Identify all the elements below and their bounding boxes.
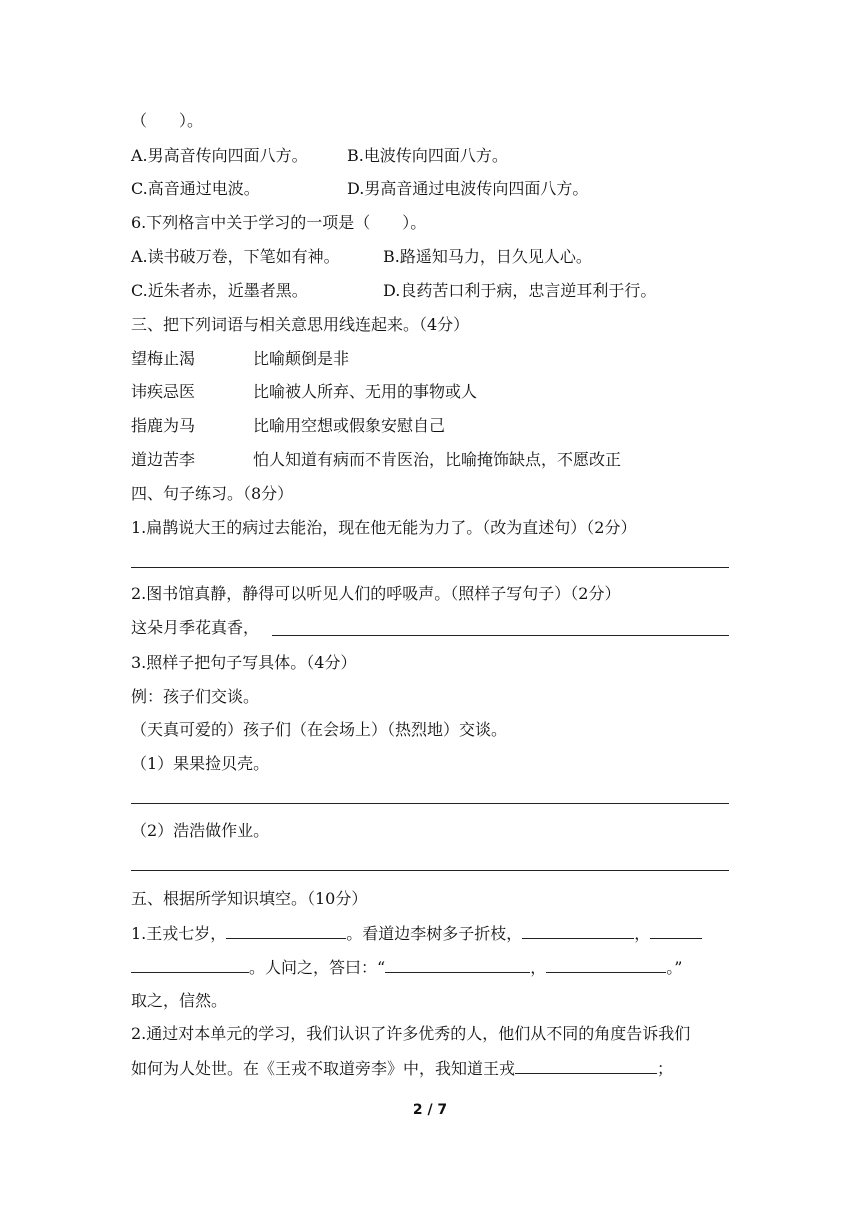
s4-sub-2: （2）浩浩做作业。 <box>131 821 270 840</box>
q5-option-c: C.高音通过电波。 <box>131 179 260 198</box>
s4-q2-prompt: 这朵月季花真香， <box>131 618 260 637</box>
s5-q1-line-1 <box>131 922 729 945</box>
answer-line[interactable] <box>131 803 729 804</box>
s5-text: ， <box>634 924 651 943</box>
q6-option-c: C.近朱者赤，近墨者黑。 <box>131 281 308 300</box>
match-term: 望梅止渴 <box>131 349 196 368</box>
match-term: 道边苦李 <box>131 450 196 469</box>
s5-text: 。” <box>666 958 683 977</box>
q5-options-row-1 <box>131 145 729 167</box>
q5-option-d: D.男高音通过电波传向四面八方。 <box>347 179 589 198</box>
s4-sub-1: （1）果果捡贝壳。 <box>131 754 270 773</box>
s5-q2-line-2 <box>131 1057 729 1080</box>
answer-line[interactable] <box>131 870 729 871</box>
fill-blank[interactable] <box>515 1057 657 1074</box>
match-meaning: 比喻被人所弃、无用的事物或人 <box>253 382 478 401</box>
s5-q2-line-1: 2.通过对本单元的学习，我们认识了许多优秀的人，他们从不同的角度告诉我们 <box>131 1024 691 1043</box>
s5-text: 。人问之，答曰：“ <box>249 958 386 977</box>
match-row <box>131 449 729 471</box>
match-term: 指鹿为马 <box>131 416 196 435</box>
s5-text: 。看道边李树多子折枝， <box>346 924 523 943</box>
fill-blank[interactable] <box>650 922 702 939</box>
s4-example-expanded: （天真可爱的）孩子们（在会场上）（热烈地）交谈。 <box>131 720 508 739</box>
fill-blank[interactable] <box>226 922 346 939</box>
match-meaning: 比喻用空想或假象安慰自己 <box>253 416 446 435</box>
s5-text: 如何为人处世。在《王戎不取道旁李》中，我知道王戎 <box>131 1059 516 1078</box>
page-number: 2 / 7 <box>412 1102 448 1118</box>
fill-blank[interactable] <box>546 956 666 973</box>
fill-blank[interactable] <box>522 922 634 939</box>
s5-text: 1.王戎七岁， <box>131 924 227 943</box>
s4-question-1: 1.扁鹊说大王的病过去能治，现在他无能为力了。（改为直述句）（2分） <box>131 518 637 537</box>
q6-stem: 6.下列格言中关于学习的一项是（ ）。 <box>131 213 427 232</box>
match-row <box>131 381 729 403</box>
q6-options-row-1 <box>131 246 729 268</box>
match-meaning: 比喻颠倒是非 <box>253 349 350 368</box>
s4-question-3: 3.照样子把句子写具体。（4分） <box>131 653 357 672</box>
match-term: 讳疾忌医 <box>131 382 196 401</box>
q6-option-b: B.路遥知马力，日久见人心。 <box>383 247 592 266</box>
q6-options-row-2 <box>131 280 729 302</box>
s4-question-2: 2.图书馆真静，静得可以听见人们的呼吸声。（照样子写句子）（2分） <box>131 584 621 603</box>
match-row <box>131 348 729 370</box>
q6-option-a: A.读书破万卷，下笔如有神。 <box>131 247 340 266</box>
s5-text: ， <box>530 958 547 977</box>
answer-line[interactable] <box>131 567 729 568</box>
q5-option-b: B.电波传向四面八方。 <box>347 146 508 165</box>
fill-blank[interactable] <box>385 956 530 973</box>
section-5-heading: 五、根据所学知识填空。（10分） <box>131 889 368 908</box>
s5-text: ； <box>657 1059 674 1078</box>
section-3-heading: 三、把下列词语与相关意思用线连起来。（4分） <box>131 315 470 334</box>
q6-option-d: D.良药苦口利于病，忠言逆耳利于行。 <box>383 281 657 300</box>
s5-q1-line-3: 取之，信然。 <box>131 991 228 1010</box>
q5-blank-line: （ ）。 <box>131 111 204 130</box>
s4-example-label: 例：孩子们交谈。 <box>131 687 260 706</box>
s5-q1-line-2 <box>131 956 729 979</box>
section-4-heading: 四、句子练习。（8分） <box>131 484 294 503</box>
answer-line[interactable] <box>272 635 729 636</box>
match-meaning: 怕人知道有病而不肯医治，比喻掩饰缺点，不愿改正 <box>253 450 622 469</box>
fill-blank[interactable] <box>131 956 249 973</box>
q5-option-a: A.男高音传向四面八方。 <box>131 146 308 165</box>
match-row <box>131 415 729 437</box>
q5-options-row-2 <box>131 178 729 200</box>
